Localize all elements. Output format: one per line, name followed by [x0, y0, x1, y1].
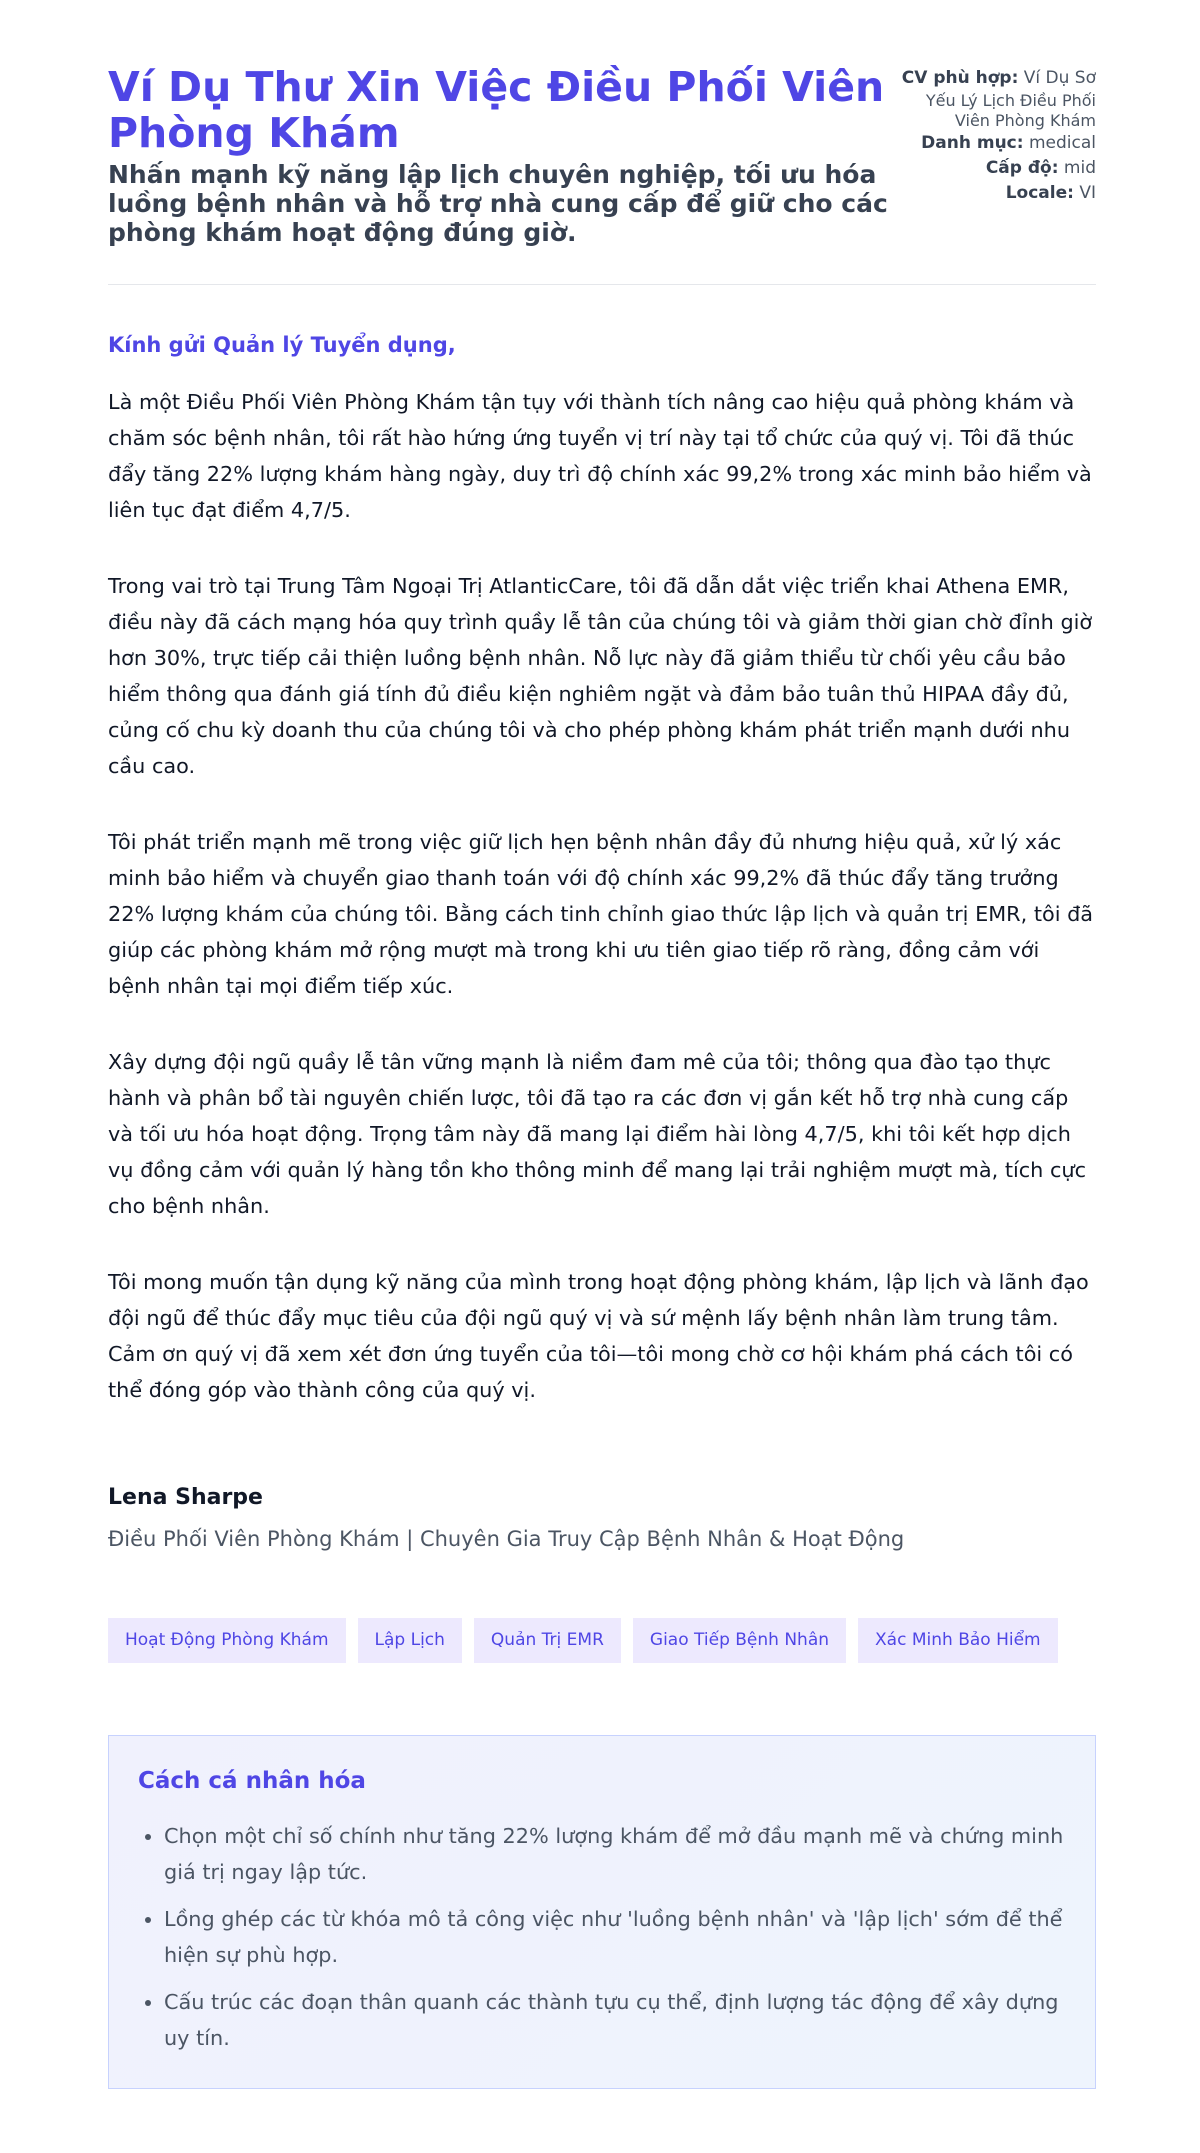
letter-paragraph: Tôi phát triển mạnh mẽ trong việc giữ lịch hẹn bệnh nhân đầy đủ nhưng hiệu quả, xử lý xác minh bảo hiểm và chuyển giao thanh toán với độ chính xác 99,2% đã thúc đẩy tăng trưởng 22% lượng khám của chúng tôi. Bằng cách tinh chỉnh giao thức lập lịch và quản trị EMR, tôi đã giúp các phòng khám mở rộng mượt mà trong khi ưu tiên giao tiếp rõ ràng, đồng cảm với bệnh nhân tại mọi điểm tiếp xúc.: [108, 830, 1094, 998]
page-title: Ví Dụ Thư Xin Việc Điều Phối Viên Phòng Khám: [108, 63, 885, 157]
letter-body: [108, 330, 1096, 1408]
skill-tag[interactable]: Xác Minh Bảo Hiểm: [858, 1618, 1058, 1663]
meta-locale-label: Locale:: [1005, 183, 1074, 203]
tips-title: Cách cá nhân hóa: [138, 1768, 366, 1794]
header-divider: [108, 284, 1096, 285]
signature-role: Điều Phối Viên Phòng Khám | Chuyên Gia Truy Cập Bệnh Nhân & Hoạt Động: [108, 1527, 905, 1551]
tip-item: • Lồng ghép các từ khóa mô tả công việc như 'luồng bệnh nhân' và 'lập lịch' sớm để thể hiện sự phù hợp.: [164, 1901, 1064, 1973]
meta-cv-value-3[interactable]: Viên Phòng Khám: [954, 111, 1096, 130]
letter-paragraph: Là một Điều Phối Viên Phòng Khám tận tụy với thành tích nâng cao hiệu quả phòng khám và chăm sóc bệnh nhân, tôi rất hào hứng ứng tuyển vị trí này tại tổ chức của quý vị. Tôi đã thúc đẩy tăng 22% lượng khám hàng ngày, duy trì độ chính xác 99,2% trong xác minh bảo hiểm và liên tục đạt điểm 4,7/5.: [108, 390, 1092, 522]
tip-item: • Cấu trúc các đoạn thân quanh các thành tựu cụ thể, định lượng tác động để xây dựng uy tín.: [164, 1984, 1064, 2056]
meta-level-label: Cấp độ:: [985, 158, 1059, 178]
meta-level-row: [871, 156, 1096, 181]
skill-tag[interactable]: Lập Lịch: [358, 1618, 462, 1663]
skill-tag[interactable]: Hoạt Động Phòng Khám: [108, 1618, 346, 1663]
signature-name: Lena Sharpe: [108, 1485, 263, 1510]
document-header: [108, 64, 1096, 284]
skill-tag[interactable]: Quản Trị EMR: [474, 1618, 621, 1663]
tips-list: [138, 1818, 1064, 2067]
meta-panel: [871, 66, 1096, 206]
meta-cv-value-2[interactable]: Yếu Lý Lịch Điều Phối: [925, 91, 1096, 110]
personalization-tips-box: [108, 1735, 1096, 2089]
letter-greeting: Kính gửi Quản lý Tuyển dụng,: [108, 333, 456, 357]
skill-tag[interactable]: Giao Tiếp Bệnh Nhân: [633, 1618, 846, 1663]
letter-paragraph: Tôi mong muốn tận dụng kỹ năng của mình trong hoạt động phòng khám, lập lịch và lãnh đạo đội ngũ để thúc đẩy mục tiêu của đội ngũ quý vị và sứ mệnh lấy bệnh nhân làm trung tâm. Cảm ơn quý vị đã xem xét đơn ứng tuyển của tôi—tôi mong chờ cơ hội khám phá cách tôi có thể đóng góp vào thành công của quý vị.: [108, 1270, 1089, 1402]
page-subtitle: Nhấn mạnh kỹ năng lập lịch chuyên nghiệp, tối ưu hóa luồng bệnh nhân và hỗ trợ nhà cung cấp để giữ cho các phòng khám hoạt động đúng giờ.: [108, 160, 888, 247]
meta-locale-value: VI: [1079, 183, 1096, 203]
meta-level-value: mid: [1063, 158, 1096, 178]
meta-category-value: medical: [1028, 133, 1096, 153]
meta-locale-row: [871, 181, 1096, 206]
meta-cv-value-1[interactable]: Ví Dụ Sơ: [1023, 68, 1096, 88]
tip-item: • Chọn một chỉ số chính như tăng 22% lượng khám để mở đầu mạnh mẽ và chứng minh giá trị ngay lập tức.: [164, 1818, 1064, 1890]
meta-cv-row: [871, 66, 1096, 91]
letter-paragraph: Xây dựng đội ngũ quầy lễ tân vững mạnh là niềm đam mê của tôi; thông qua đào tạo thực hành và phân bổ tài nguyên chiến lược, tôi đã tạo ra các đơn vị gắn kết hỗ trợ nhà cung cấp và tối ưu hóa hoạt động. Trọng tâm này đã mang lại điểm hài lòng 4,7/5, khi tôi kết hợp dịch vụ đồng cảm với quản lý hàng tồn kho thông minh để mang lại trải nghiệm mượt mà, tích cực cho bệnh nhân.: [108, 1050, 1087, 1218]
meta-category-label: Danh mục:: [921, 133, 1024, 153]
letter-paragraph: Trong vai trò tại Trung Tâm Ngoại Trị AtlanticCare, tôi đã dẫn dắt việc triển khai Athena EMR, điều này đã cách mạng hóa quy trình quầy lễ tân của chúng tôi và giảm thời gian chờ đỉnh giờ hơn 30%, trực tiếp cải thiện luồng bệnh nhân. Nỗ lực này đã giảm thiểu từ chối yêu cầu bảo hiểm thông qua đánh giá tính đủ điều kiện nghiêm ngặt và đảm bảo tuân thủ HIPAA đầy đủ, củng cố chu kỳ doanh thu của chúng tôi và cho phép phòng khám phát triển mạnh dưới nhu cầu cao.: [108, 574, 1093, 778]
meta-cv-label: CV phù hợp:: [901, 68, 1019, 88]
skill-tags: [108, 1618, 1058, 1663]
meta-category-row: [871, 131, 1096, 156]
